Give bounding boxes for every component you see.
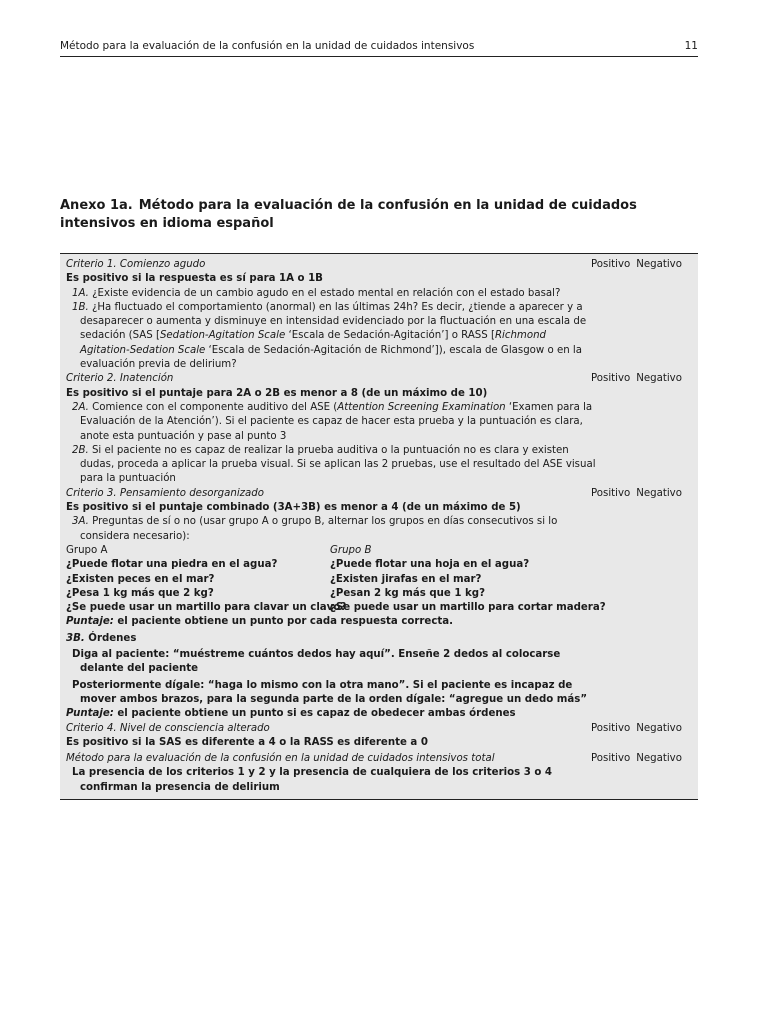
item-2a: [60, 401, 698, 444]
criterion-4-header: [60, 722, 698, 736]
group-b-question: ¿Pesan 2 kg más que 1 kg?: [330, 587, 485, 599]
criterion-3-header: [60, 487, 698, 501]
header-rule: [60, 56, 698, 57]
criterion-4-options: [591, 722, 682, 736]
item-3a-label: 3A.: [72, 516, 89, 528]
negative-option: Negativo: [636, 259, 682, 270]
annex-title-text: Método para la evaluación de la confusión en la unidad de cuidados intensivos en idioma español: [60, 198, 637, 231]
item-3a: [60, 515, 698, 544]
criterion-4-rule-row: [60, 736, 698, 750]
total-options: [591, 752, 682, 766]
group-a-question: ¿Pesa 1 kg más que 2 kg?: [66, 587, 214, 599]
criterion-3-rule: Es positivo si el puntaje combinado (3A+3B) es menor a 4 (de un máximo de 5): [66, 502, 521, 514]
criterion-4-rule: Es positivo si la SAS es diferente a 4 o la RASS es diferente a 0: [66, 736, 428, 748]
score-label: Puntaje:: [66, 708, 114, 720]
page-number: 11: [684, 40, 698, 52]
negative-option: Negativo: [636, 722, 682, 734]
group-b-label: Grupo B: [330, 544, 372, 556]
question-groups: [60, 544, 698, 615]
total-rule: La presencia de los criterios 1 y 2 y la presencia de cualquiera de los criterios 3 o 4 confirman la presencia de delirium: [72, 767, 552, 793]
item-1b-text-1: ¿Ha fluctuado el comportamiento (anormal) en las últimas 24h? Es decir, ¿tiende a aparecer y a desaparecer o aumenta y disminuye en intensidad evidenciado por la fluctuación en una escala de sedación (SAS [: [80, 301, 587, 342]
criterion-2-options: [591, 372, 682, 386]
item-2a-ase: Attention Screening Examination: [337, 401, 506, 413]
positive-option: Positivo: [591, 753, 631, 765]
positive-option: Positivo: [591, 259, 631, 270]
item-3b-score: [60, 707, 698, 721]
item-1a: [60, 287, 698, 301]
item-1b-rass: Richmond Agitation-Sedation Scale: [80, 330, 547, 356]
total-rule-row: [60, 766, 698, 795]
item-1b-text-3: ‘Escala de Sedación-Agitación de Richmond’]), escala de Glasgow o en la evaluación previa de delirium?: [80, 344, 582, 371]
total-header: [60, 752, 698, 766]
criterion-1-rule-row: [60, 272, 698, 286]
item-1a-text: ¿Existe evidencia de un cambio agudo en el estado mental en relación con el estado basal?: [92, 287, 561, 299]
group-a-question: ¿Se puede usar un martillo para clavar un clavo?: [66, 602, 347, 614]
negative-option: Negativo: [636, 753, 682, 765]
positive-option: Positivo: [591, 373, 631, 385]
item-1b-text-2: ‘Escala de Sedación-Agitación’] o RASS [: [285, 330, 495, 342]
item-1b: [60, 301, 698, 372]
criterion-1-rule: Es positivo si la respuesta es sí para 1A o 1B: [66, 273, 323, 285]
item-3a-text: Preguntas de sí o no (usar grupo A o grupo B, alternar los grupos en días consecutivos si lo considera necesario):: [80, 516, 558, 542]
group-a-question: ¿Existen peces en el mar?: [66, 573, 215, 585]
item-1b-sas: Sedation-Agitation Scale: [159, 330, 286, 342]
item-2a-label: 2A.: [72, 401, 89, 413]
item-2a-text-1: Comience con el componente auditivo del ASE (: [88, 401, 338, 413]
item-3b-score-text: el paciente obtiene un punto si es capaz de obedecer ambas órdenes: [113, 708, 516, 720]
negative-option: Negativo: [636, 373, 682, 385]
criterion-3-title: Criterio 3. Pensamiento desorganizado: [66, 487, 264, 499]
item-3b-label: 3B.: [66, 632, 85, 644]
total-title: Método para la evaluación de la confusión en la unidad de cuidados intensivos total: [66, 753, 495, 765]
item-1b-label: 1B.: [72, 301, 89, 313]
group-a-question: ¿Puede flotar una piedra en el agua?: [66, 559, 278, 571]
item-2b-text: Si el paciente no es capaz de realizar la prueba auditiva o la puntuación no es clara y existen dudas, proceda a aplicar la prueba visual. Si se aplican las 2 pruebas, use el resultado del ASE visual para la puntuación: [80, 444, 596, 485]
score-label: Puntaje:: [66, 616, 114, 628]
criterion-1-header: [60, 258, 698, 272]
group-b-question: ¿Existen jirafas en el mar?: [330, 573, 482, 585]
item-3b-order-1: [60, 648, 698, 677]
running-title: Método para la evaluación de la confusión en la unidad de cuidados intensivos: [60, 40, 475, 52]
criterion-2-title: Criterio 2. Inatención: [66, 373, 174, 385]
criterion-2-header: [60, 372, 698, 386]
group-b-question: ¿Puede flotar una hoja en el agua?: [330, 559, 530, 571]
criterion-2-rule-row: [60, 387, 698, 401]
item-1a-label: 1A.: [72, 287, 89, 299]
criterion-3-rule-row: [60, 501, 698, 515]
item-3b-header: [60, 632, 698, 646]
negative-option: Negativo: [636, 487, 682, 499]
item-3b-order-2-text: Posteriormente dígale: “haga lo mismo con la otra mano”. Si el paciente es incapaz de mover ambos brazos, para la segunda parte de la orden dígale: “agregue un dedo más”: [72, 679, 588, 705]
item-2a-text-2: ‘Examen para la Evaluación de la Atención’). Si el paciente es capaz de hacer esta prueba y la puntuación es clara, anote esta puntuación y pase al punto 3: [80, 401, 593, 442]
annex-label: Anexo 1a.: [60, 198, 133, 213]
cam-icu-table: [60, 253, 698, 800]
group-a-label: Grupo A: [66, 544, 108, 556]
item-2b-label: 2B.: [72, 444, 89, 456]
item-2b: [60, 444, 698, 487]
item-3b-title: Órdenes: [84, 632, 137, 644]
positive-option: Positivo: [591, 487, 631, 499]
running-head: [60, 40, 698, 53]
item-3b-order-2: [60, 679, 698, 708]
positive-option: Positivo: [591, 722, 631, 734]
group-b-question: ¿Se puede usar un martillo para cortar madera?: [330, 602, 606, 614]
annex-title: [60, 197, 705, 233]
item-3b-order-1-text: Diga al paciente: “muéstreme cuántos dedos hay aquí”. Enseñe 2 dedos al colocarse delante del paciente: [72, 649, 561, 675]
criterion-3-options: [591, 487, 682, 501]
item-3a-score: [60, 615, 698, 629]
criterion-4-title: Criterio 4. Nivel de consciencia alterado: [66, 722, 270, 734]
criterion-2-rule: Es positivo si el puntaje para 2A o 2B es menor a 8 (de un máximo de 10): [66, 387, 488, 399]
item-3a-score-text: el paciente obtiene un punto por cada respuesta correcta.: [113, 616, 453, 628]
criterion-1-options: [591, 258, 682, 272]
criterion-1-title: Criterio 1. Comienzo agudo: [66, 259, 206, 270]
